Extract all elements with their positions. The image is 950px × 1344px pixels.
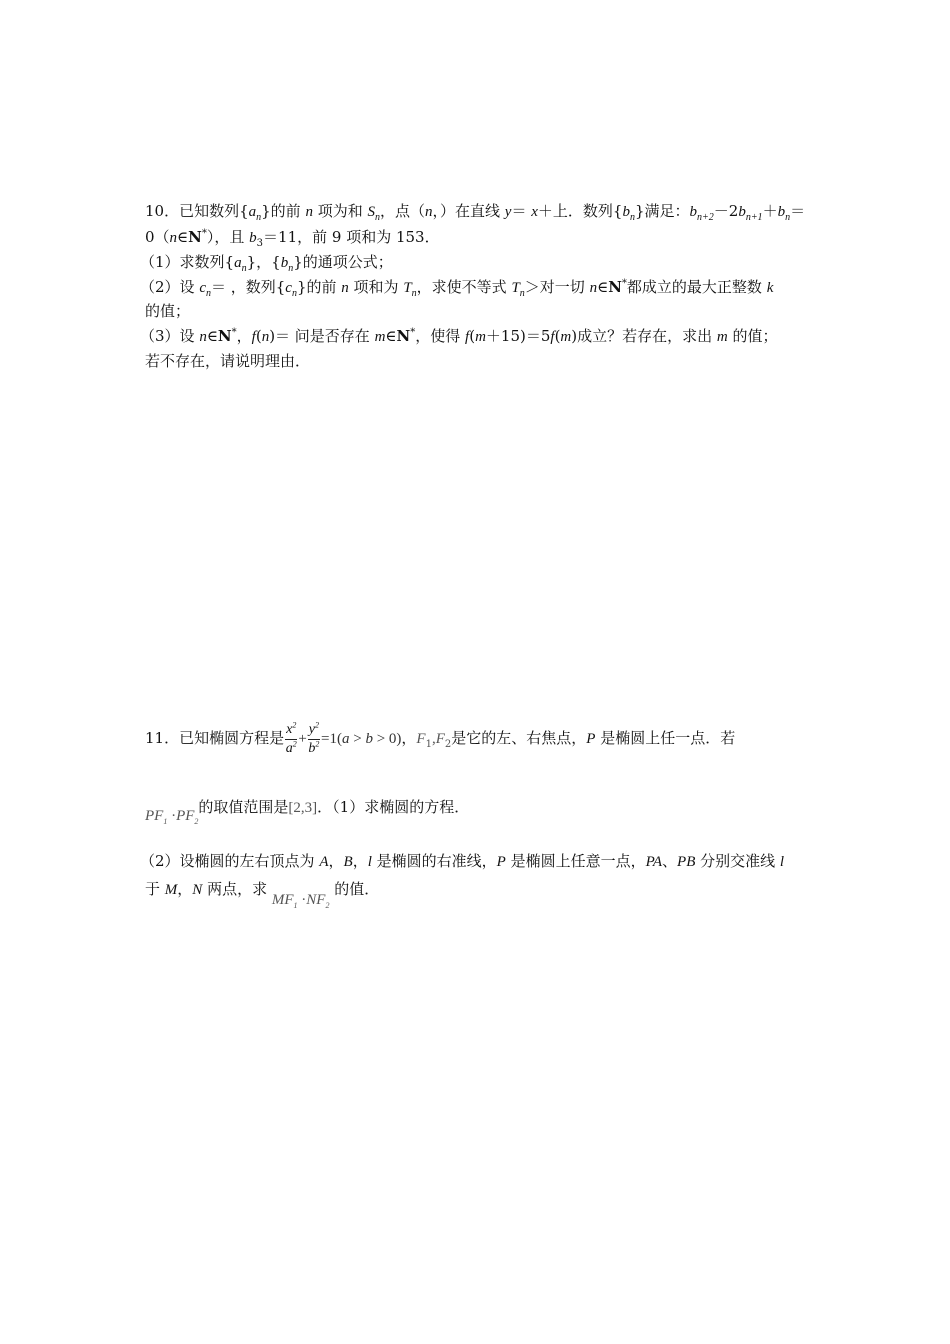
text: ，点（ xyxy=(380,202,426,220)
var-t: T xyxy=(511,280,520,296)
sub: 2 xyxy=(194,817,199,826)
text: （2）设 xyxy=(140,278,200,296)
sub: n xyxy=(629,212,635,223)
var-x: x xyxy=(531,204,538,220)
var-f1: F xyxy=(416,731,426,747)
var-k: k xyxy=(766,280,774,296)
var-f: f xyxy=(465,329,470,345)
var-pa: PA xyxy=(645,854,663,870)
dot: · xyxy=(297,892,307,908)
sub: n+1 xyxy=(745,212,763,223)
text: ， xyxy=(401,729,417,747)
sub: n+2 xyxy=(697,212,714,223)
sub: n xyxy=(288,263,294,274)
sub: 1 xyxy=(293,901,298,910)
text: )＝ 问是否存在 xyxy=(269,327,375,345)
sup: * xyxy=(621,278,627,289)
sub: n xyxy=(291,288,297,299)
var-n: n xyxy=(169,230,178,246)
var-s: S xyxy=(367,204,375,220)
text: ( xyxy=(469,327,476,345)
text: ），且 xyxy=(206,228,250,246)
var-f2: F xyxy=(435,731,445,747)
text: ( xyxy=(255,327,262,345)
q10-line-7 xyxy=(145,351,810,371)
sub: 2 xyxy=(444,739,452,750)
sub: 1 xyxy=(425,739,432,750)
q10-line-3 xyxy=(140,252,805,273)
sup: 2 xyxy=(292,719,297,729)
sup: 2 xyxy=(315,719,319,729)
var-n: N xyxy=(192,882,203,898)
text: ( xyxy=(554,327,561,345)
text: 的值． xyxy=(329,880,380,898)
text: }，{ xyxy=(246,253,281,271)
q10-line-5 xyxy=(145,301,810,321)
text: ．（1）求椭圆的方程． xyxy=(317,798,470,816)
sup: 2 xyxy=(315,738,320,748)
text: －2 xyxy=(713,202,739,220)
text: 是它的左、右焦点， xyxy=(451,729,587,747)
text: ， xyxy=(328,852,344,870)
sub: 2 xyxy=(325,901,330,910)
var-y: y xyxy=(504,204,512,220)
q10-line-4 xyxy=(140,277,805,298)
var-b: b xyxy=(308,740,316,756)
var-b: b xyxy=(249,230,257,246)
sup: * xyxy=(410,327,416,338)
sub: n xyxy=(205,288,211,299)
var-mf1: MF xyxy=(271,892,294,908)
text: （2）设椭圆的左右顶点为 xyxy=(140,852,320,870)
var-pf2: PF xyxy=(176,808,195,824)
text: ∈ xyxy=(597,278,609,296)
var-f: f xyxy=(550,329,555,345)
q11-line-4 xyxy=(145,876,810,910)
text: （3）设 xyxy=(140,327,200,345)
text: 项和为 xyxy=(348,278,404,296)
var-c: c xyxy=(199,280,206,296)
var-x: x xyxy=(286,721,293,737)
var-t: T xyxy=(403,280,412,296)
text: ∈ xyxy=(206,327,218,345)
var-n: n xyxy=(589,280,598,296)
var-m: m xyxy=(716,329,728,345)
var-m: m xyxy=(560,329,572,345)
var-pb: PB xyxy=(677,854,696,870)
text: > xyxy=(349,731,366,747)
text: 的值； xyxy=(145,302,191,320)
plus: + xyxy=(298,731,307,747)
var-n: n xyxy=(305,204,313,220)
var-p: P xyxy=(586,731,596,747)
var-nf2: NF xyxy=(306,892,326,908)
var-a: a xyxy=(285,740,293,756)
text: }满足： xyxy=(634,202,690,220)
var-f: f xyxy=(251,329,256,345)
q11-line-1 xyxy=(145,716,810,761)
text: ＝ ，数列{ xyxy=(210,278,286,296)
dot: · xyxy=(167,808,177,824)
text: 都成立的最大正整数 xyxy=(626,278,767,296)
text: 、 xyxy=(662,852,678,870)
set-n: N xyxy=(396,327,411,345)
text: ＋ xyxy=(762,202,778,220)
var-b: b xyxy=(280,255,289,271)
text: 是椭圆上任意一点， xyxy=(505,852,646,870)
text: 是椭圆上任一点．若 xyxy=(595,729,736,747)
text: 是椭圆的右准线， xyxy=(371,852,497,870)
text: , xyxy=(431,731,436,747)
text: 10．已知数列{ xyxy=(145,202,249,220)
text: 11．已知椭圆方程是 xyxy=(145,729,285,747)
var-p: P xyxy=(496,854,506,870)
text: ＝ xyxy=(511,202,532,220)
text: 项为和 xyxy=(312,202,368,220)
vector-pf1-pf2 xyxy=(145,808,198,824)
set-n: N xyxy=(608,278,622,296)
text: ∈ xyxy=(177,228,189,246)
var-n: n xyxy=(341,280,349,296)
sub: n xyxy=(785,212,791,223)
text: ， xyxy=(236,327,252,345)
var-c: c xyxy=(285,280,292,296)
sub: n xyxy=(375,212,380,223)
q11-line-3 xyxy=(140,851,805,872)
text: ＝11，前 9 项和为 153． xyxy=(263,228,440,246)
text: 的取值范围是 xyxy=(198,798,289,816)
q10-line-2 xyxy=(145,227,810,248)
text: )成立？若存在，求出 xyxy=(571,327,717,345)
var-b: b xyxy=(777,204,786,220)
text: ＋上．数列{ xyxy=(537,202,623,220)
var-y: y xyxy=(308,721,315,737)
var-b: b xyxy=(689,204,698,220)
text: （1）求数列{ xyxy=(140,253,235,271)
var-l: l xyxy=(367,854,372,870)
var-a: A xyxy=(319,854,329,870)
fraction-x2-a2 xyxy=(285,721,297,758)
text: > 0) xyxy=(372,731,402,747)
vector-mf1-nf2 xyxy=(272,892,330,908)
text: }的前 xyxy=(296,278,342,296)
text: 0（ xyxy=(145,228,170,246)
text: ，求使不等式 xyxy=(416,278,512,296)
sup: * xyxy=(231,327,237,338)
text: ＞对一切 xyxy=(524,278,590,296)
text: }的前 xyxy=(261,202,306,220)
sub: n xyxy=(519,288,525,299)
sub: 1 xyxy=(163,817,168,826)
sub: n xyxy=(411,288,417,299)
text: ＝ xyxy=(790,202,806,220)
text: ＋15)＝5 xyxy=(485,327,551,345)
q11-line-2 xyxy=(145,794,810,826)
var-b: b xyxy=(365,731,373,747)
range-value: [2,3] xyxy=(288,800,318,816)
text: 分别交准线 xyxy=(695,852,780,870)
var-pf1: PF xyxy=(145,808,164,824)
sub: n xyxy=(256,212,262,223)
q10-line-1 xyxy=(145,201,810,222)
var-a: a xyxy=(341,731,350,747)
sup: 2 xyxy=(292,738,297,748)
text: ，）在直线 xyxy=(432,202,505,220)
var-b: b xyxy=(738,204,746,220)
text: 若不存在，请说明理由． xyxy=(145,352,311,370)
var-n: n xyxy=(425,204,433,220)
var-b: b xyxy=(622,204,630,220)
text: 两点，求 xyxy=(202,880,272,898)
sup: * xyxy=(201,228,207,239)
fraction-y2-b2 xyxy=(308,721,320,758)
text: =1( xyxy=(321,731,342,747)
text: ，使得 xyxy=(415,327,466,345)
var-n: n xyxy=(261,329,270,345)
text: ， xyxy=(352,852,368,870)
var-l: l xyxy=(779,854,785,870)
var-m: m xyxy=(374,329,386,345)
var-m: m xyxy=(475,329,486,345)
text: 的值； xyxy=(727,327,778,345)
sub: 3 xyxy=(256,238,264,249)
text: ∈ xyxy=(385,327,397,345)
set-n: N xyxy=(217,327,232,345)
text: 于 xyxy=(145,880,165,898)
var-a: a xyxy=(234,255,242,271)
text: }的通项公式； xyxy=(293,253,393,271)
sub: n xyxy=(241,263,247,274)
q10-line-6 xyxy=(140,326,805,347)
var-b: B xyxy=(343,854,353,870)
var-m: M xyxy=(164,882,178,898)
var-a: a xyxy=(248,204,257,220)
var-n: n xyxy=(199,329,207,345)
set-n: N xyxy=(188,228,202,246)
text: ， xyxy=(177,880,193,898)
